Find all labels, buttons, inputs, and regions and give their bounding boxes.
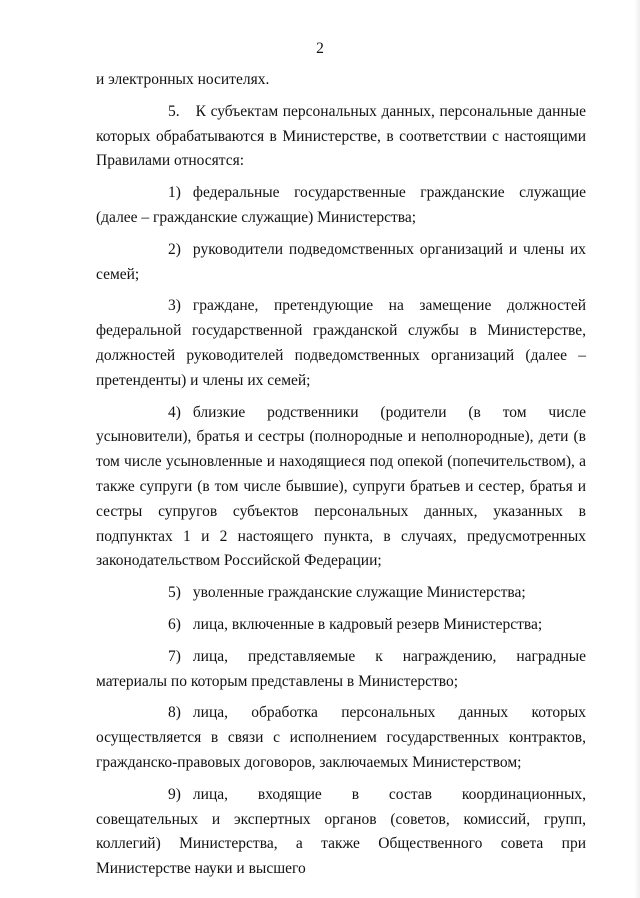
- document-body: [96, 68, 586, 889]
- list-item-text: граждане, претендующие на замещение должностей федеральной государственной гражданской службы в Министерстве, должностей руководителей подведомственных организаций (далее – претенденты) и члены их семей;: [96, 297, 586, 389]
- list-item-text: лица, включенные в кадровый резерв Министерства;: [192, 615, 543, 633]
- list-item-number: 2): [168, 240, 181, 258]
- list-item-text: руководители подведомственных организаций и члены их семей;: [96, 240, 586, 283]
- list-item-text: федеральные государственные гражданские служащие (далее – гражданские служащие) Министерства;: [96, 184, 586, 226]
- paragraph-text: и электронных носителях.: [96, 71, 270, 88]
- list-item-number: 5): [168, 584, 181, 602]
- paragraph-continuation: [96, 68, 586, 93]
- list-item-number: 1): [168, 184, 181, 202]
- list-item-9: [96, 783, 586, 882]
- list-item-text: близкие родственники (родители (в том числе усыновители), братья и сестры (полнородные и неполнородные), дети (в том числе усыновленные и находящиеся под опекой (попечительством), а также супруги (в том числе бывшие), супруги братьев и сестер, братья и сестры супругов субъектов персональных данных, указанных в подпунктах 1 и 2 настоящего пункта, в случаях, предусмотренных законодательством Российской Федерации;: [96, 403, 586, 570]
- list-item-8: [96, 701, 586, 775]
- list-item-text: лица, обработка персональных данных которых осуществляется в связи с исполнением государственных контрактов, гражданско-правовых договоров, заключаемых Министерством;: [96, 704, 586, 771]
- list-item-7: [96, 645, 586, 695]
- list-item-2: [96, 238, 586, 288]
- list-item-number: 3): [168, 297, 181, 315]
- paragraph-text: К субъектам персональных данных, персональные данные которых обрабатываются в Министерстве, в соответствии с настоящими Правилами относятся:: [96, 102, 586, 170]
- list-item-number: 9): [168, 785, 181, 803]
- paragraph-item-5: [96, 100, 586, 174]
- list-item-1: [96, 181, 586, 231]
- list-item-number: 8): [168, 704, 181, 722]
- list-item-4: [96, 401, 586, 575]
- paragraph-number: 5.: [168, 102, 180, 120]
- list-item-3: [96, 294, 586, 393]
- page-number: 2: [316, 40, 324, 57]
- list-item-5: [96, 581, 586, 606]
- list-item-6: [96, 613, 586, 638]
- list-item-number: 6): [168, 615, 181, 633]
- list-item-text: уволенные гражданские служащие Министерства;: [192, 584, 526, 602]
- list-item-text: лица, представляемые к награждению, наградные материалы по которым представлены в Министерство;: [96, 647, 586, 690]
- list-item-number: 4): [168, 403, 181, 421]
- scan-edge-shadow: [634, 0, 640, 898]
- list-item-number: 7): [168, 647, 181, 665]
- list-item-text: лица, входящие в состав координационных, совещательных и экспертных органов (советов, комиссий, групп, коллегий) Министерства, а также Общественного совета при Министерстве науки и высшего: [96, 785, 586, 878]
